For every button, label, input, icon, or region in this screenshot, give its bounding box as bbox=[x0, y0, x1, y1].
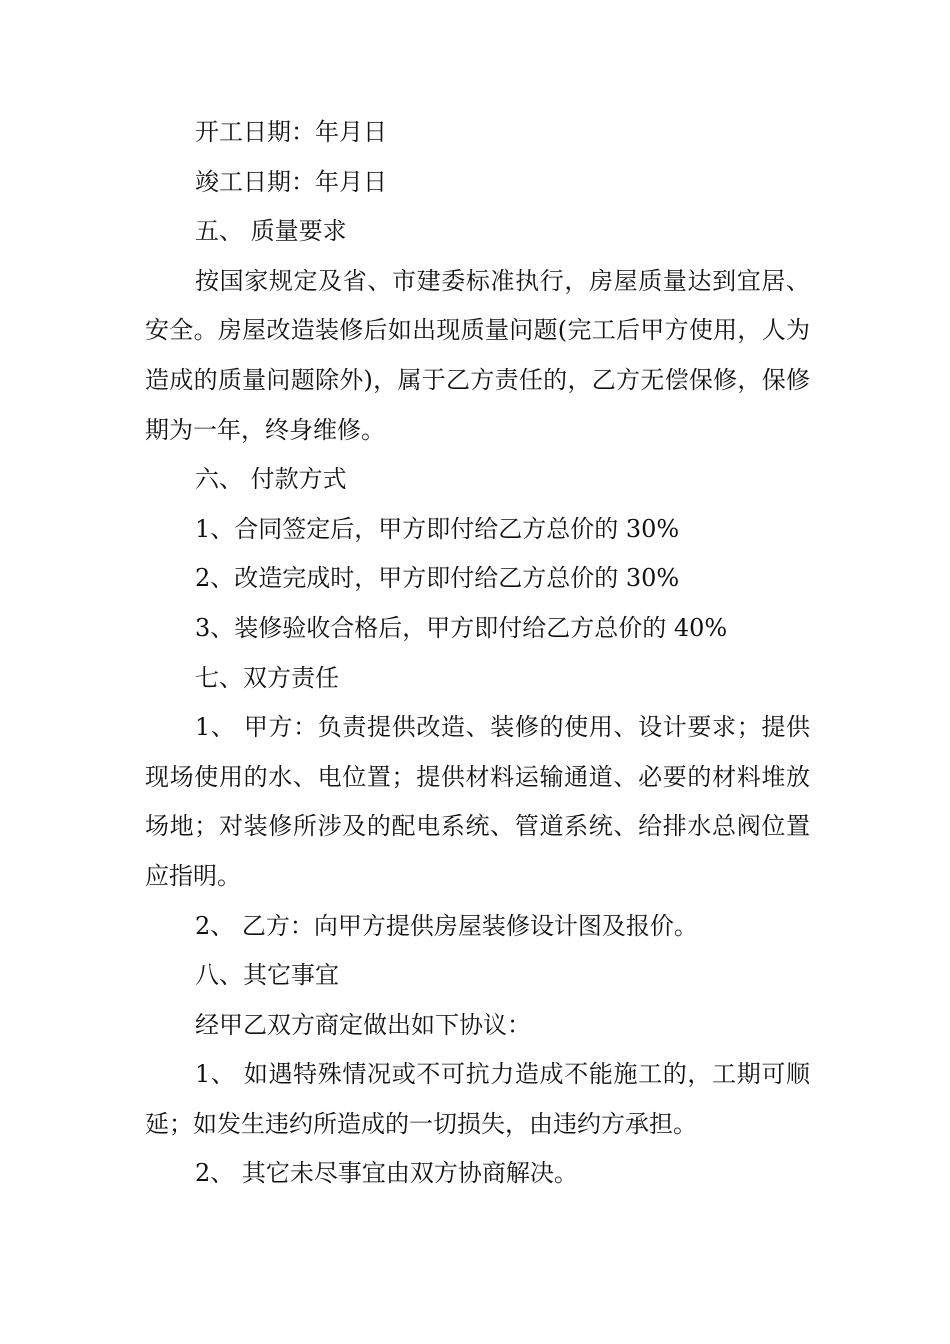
section-heading-quality: 五、 质量要求 bbox=[195, 217, 347, 246]
responsibility-party-a: 1、 甲方：负责提供改造、装修的使用、设计要求；提供现场使用的水、电位置；提供材料运输通道、必要的材料堆放场地；对装修所涉及的配电系统、管道系统、给排水总阀位置应指明。 bbox=[145, 713, 810, 890]
quality-requirements-paragraph: 按国家规定及省、市建委标准执行，房屋质量达到宜居、安全。房屋改造装修后如出现质量问题(完工后甲方使用，人为造成的质量问题除外)，属于乙方责任的，乙方无偿保修，保修期为一年，终身维修。 bbox=[145, 266, 810, 444]
completion-date-line: 竣工日期：年月日 bbox=[195, 167, 387, 196]
payment-item-3: 3、装修验收合格后，甲方即付给乙方总价的 40% bbox=[195, 613, 728, 642]
responsibility-party-b: 2、 乙方：向甲方提供房屋装修设计图及报价。 bbox=[195, 911, 698, 940]
start-date-line: 开工日期：年月日 bbox=[195, 118, 387, 146]
payment-item-1: 1、合同签定后，甲方即付给乙方总价的 30% bbox=[195, 514, 680, 543]
document-body bbox=[145, 108, 810, 1199]
section-heading-payment: 六、 付款方式 bbox=[195, 465, 347, 494]
agreement-item-2: 2、 其它未尽事宜由双方协商解决。 bbox=[195, 1159, 578, 1188]
section-heading-responsibilities: 七、双方责任 bbox=[195, 663, 339, 692]
agreement-item-1: 1、 如遇特殊情况或不可抗力造成不能施工的，工期可顺延；如发生违约所造成的一切损失，由违约方承担。 bbox=[145, 1060, 810, 1138]
section-heading-other-matters: 八、其它事宜 bbox=[195, 961, 339, 990]
agreement-intro: 经甲乙双方商定做出如下协议： bbox=[195, 1010, 531, 1039]
payment-item-2: 2、改造完成时，甲方即付给乙方总价的 30% bbox=[195, 564, 680, 593]
